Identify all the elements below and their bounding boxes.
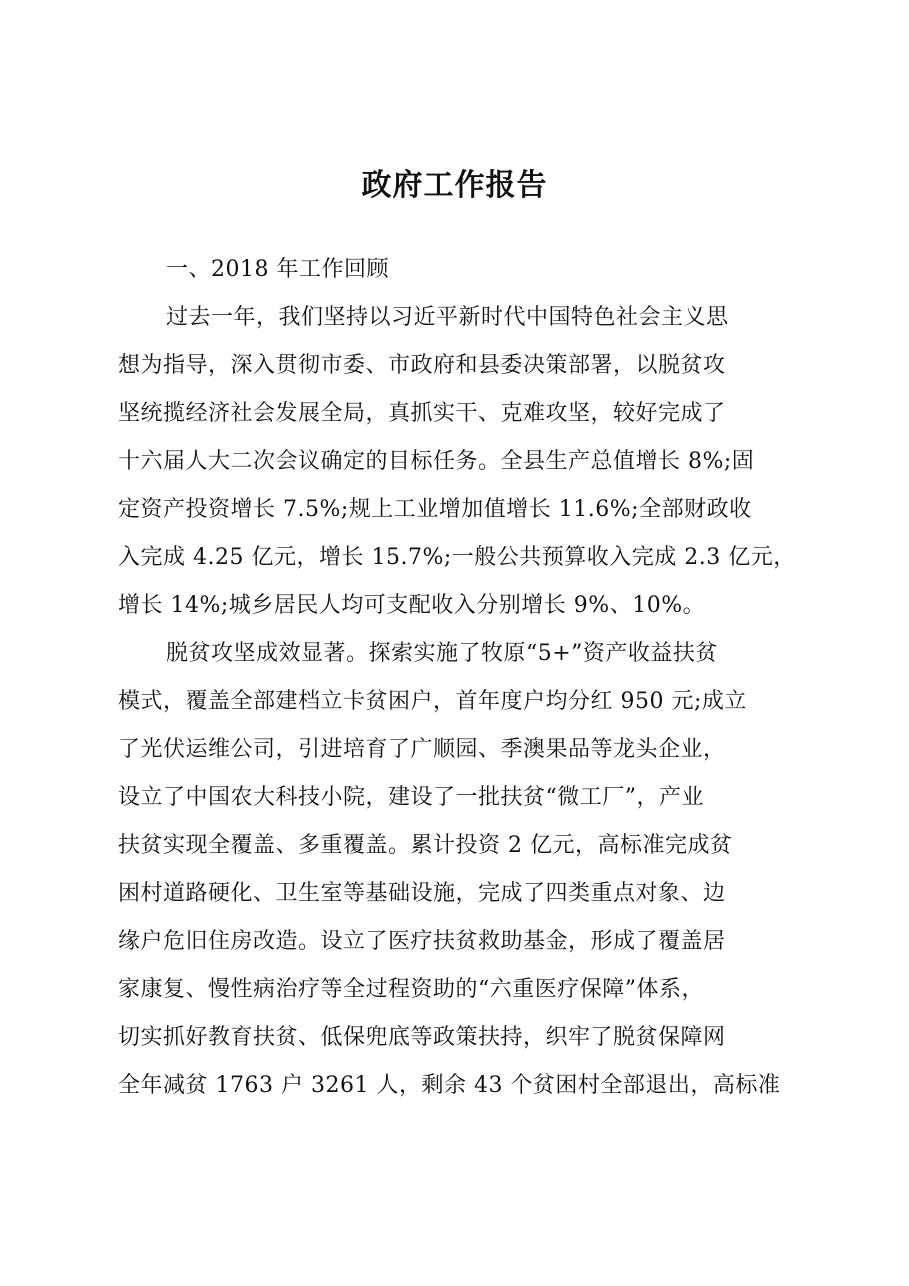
paragraph2-line: 缘户危旧住房改造。设立了医疗扶贫救助基金，形成了覆盖居 — [118, 929, 726, 954]
document-title: 政府工作报告 — [361, 168, 548, 203]
paragraph1-line: 想为指导，深入贯彻市委、市政府和县委决策部署，以脱贫攻 — [118, 353, 726, 378]
paragraph1-line: 十六届人大二次会议确定的目标任务。全县生产总值增长 8%;固 — [118, 449, 755, 474]
paragraph2-line: 切实抓好教育扶贫、低保兜底等政策扶持，织牢了脱贫保障网 — [118, 1025, 726, 1050]
paragraph1-line: 过去一年，我们坚持以习近平新时代中国特色社会主义思 — [166, 305, 729, 330]
paragraph1-line: 定资产投资增长 7.5%;规上工业增加值增长 11.6%;全部财政收 — [118, 497, 752, 522]
paragraph2-line: 设立了中国农大科技小院，建设了一批扶贫“微工厂”，产业 — [118, 785, 704, 810]
paragraph2-line: 家康复、慢性病治疗等全过程资助的“六重医疗保障”体系， — [118, 977, 704, 1002]
paragraph1-line: 增长 14%;城乡居民人均可支配收入分别增长 9%、10%。 — [118, 593, 706, 618]
paragraph2-line: 扶贫实现全覆盖、多重覆盖。累计投资 2 亿元，高标准完成贫 — [118, 833, 733, 858]
paragraph1-line: 坚统揽经济社会发展全局，真抓实干、克难攻坚，较好完成了 — [118, 401, 726, 426]
paragraph2-line: 脱贫攻坚成效显著。探索实施了牧原“5+”资产收益扶贫 — [166, 641, 718, 666]
paragraph1-line: 入完成 4.25 亿元，增长 15.7%;一般公共预算收入完成 2.3 亿元， — [118, 545, 796, 570]
paragraph2-line: 了光伏运维公司，引进培育了广顺园、季澳果品等龙头企业， — [118, 737, 726, 762]
section-heading: 一、2018 年工作回顾 — [166, 257, 389, 282]
paragraph2-line: 困村道路硬化、卫生室等基础设施，完成了四类重点对象、边 — [118, 881, 726, 906]
paragraph2-line: 全年减贫 1763 户 3261 人，剩余 43 个贫困村全部退出，高标准 — [118, 1073, 781, 1098]
paragraph2-line: 模式，覆盖全部建档立卡贫困户，首年度户均分红 950 元;成立 — [118, 689, 747, 714]
